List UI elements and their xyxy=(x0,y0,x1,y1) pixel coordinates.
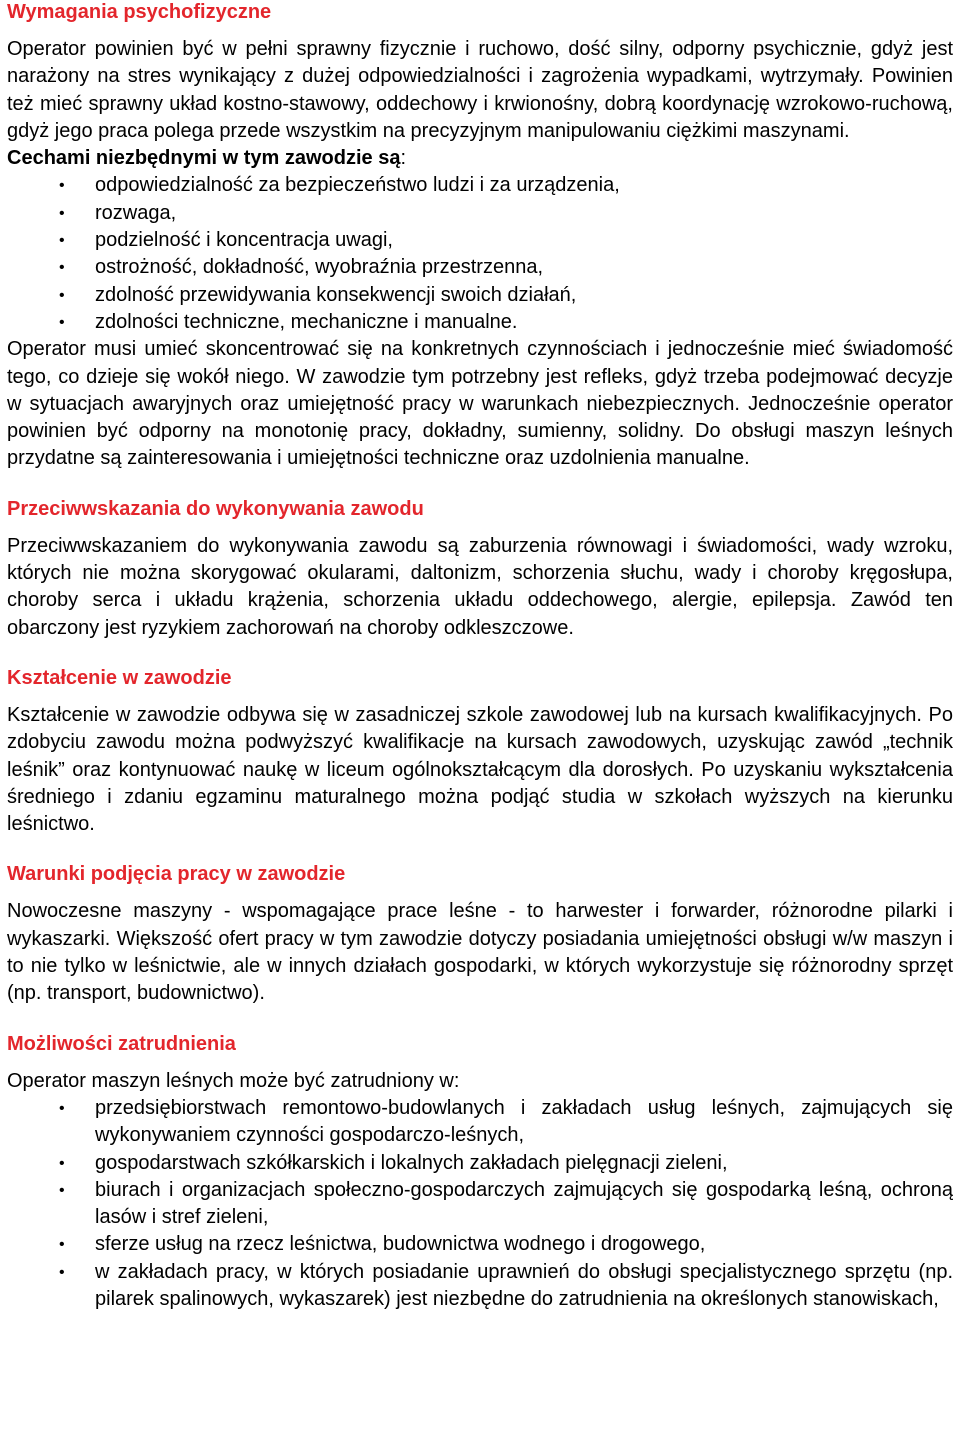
list-item xyxy=(7,172,953,199)
list-item xyxy=(7,254,953,281)
bullet-icon: • xyxy=(59,204,65,222)
list-item xyxy=(7,1095,953,1150)
list-item-text: ostrożność, dokładność, wyobraźnia przestrzenna, xyxy=(95,256,544,279)
bullet-icon: • xyxy=(59,286,65,304)
paragraph-ksztalcenie: Kształcenie w zawodzie odbywa się w zasadniczej szkole zawodowej lub na kursach kwalifikacyjnych. Po zdobyciu zawodu można podwyższyć kwalifikacje na kursach zawodowych, uzyskując zawód „technik leśnik” oraz kontynuować naukę w liceum ogólnokształcącym dla dorosłych. Po uzyskaniu wykształcenia średniego i zdaniu egzaminu maturalnego można podjąć studia w szkołach wyższych na kierunku leśnictwo. xyxy=(7,703,953,836)
list-item-text: zdolność przewidywania konsekwencji swoich działań, xyxy=(95,283,577,306)
paragraph-wymagania-2: Operator musi umieć skoncentrować się na konkretnych czynnościach i jednocześnie mieć świadomość tego, co dzieje się wokół niego. W zawodzie tym potrzebny jest refleks, gdyż trzeba podejmować decyzje w sytuacjach awaryjnych oraz umiejętność pracy w warunkach niebezpiecznych. Jednocześnie operator powinien być odporny na monotonię pracy, dokładny, sumienny, solidny. Do obsługi maszyn leśnych przydatne są zainteresowania i umiejętności techniczne oraz uzdolnienia manualne. xyxy=(7,338,953,470)
heading-warunki: Warunki podjęcia pracy w zawodzie xyxy=(7,863,346,886)
list-item xyxy=(7,309,953,336)
paragraph-wymagania-1: Operator powinien być w pełni sprawny fizycznie i ruchowo, dość silny, odporny psychicznie, gdyż jest narażony na stres wynikający z dużej odpowiedzialności i zagrożenia wypadkami, wytrzymały. Powinien też mieć sprawny układ kostno-stawowy, oddechowy i krwionośny, dobrą koordynację wzrokowo-ruchową, gdyż jego praca polega przede wszystkim na precyzyjnym manipulowaniu ciężkimi maszynami. xyxy=(7,38,953,142)
bullet-icon: • xyxy=(59,259,65,277)
list-item-text: rozwaga, xyxy=(95,201,177,224)
list-item-text: sferze usług na rzecz leśnictwa, budownictwa wodnego i drogowego, xyxy=(95,1233,706,1256)
list-item xyxy=(7,1231,953,1258)
list-item xyxy=(7,282,953,309)
list-item xyxy=(7,1177,953,1232)
paragraph-przeciwwskazania: Przeciwwskazaniem do wykonywania zawodu są zaburzenia równowagi i świadomości, wady wzroku, których nie można skorygować okularami, daltonizm, schorzenia słuchu, wady i choroby kręgosłupa, choroby serca i układu krążenia, schorzenia układu oddechowego, alergie, epilepsja. Zawód ten obarczony jest ryzykiem zachorowań na choroby odkleszczowe. xyxy=(7,534,953,639)
list-item xyxy=(7,227,953,254)
paragraph-zatrudnienie-lead: Operator maszyn leśnych może być zatrudniony w: xyxy=(7,1069,460,1092)
heading-wymagania: Wymagania psychofizyczne xyxy=(7,1,272,23)
list-item-text: biurach i organizacjach społeczno-gospodarczych zajmujących się gospodarką leśną, ochroną lasów i stref zieleni, xyxy=(95,1178,953,1229)
bullet-icon: • xyxy=(59,1154,65,1172)
heading-zatrudnienie: Możliwości zatrudnienia xyxy=(7,1032,236,1055)
cechy-lead-text: Cechami niezbędnymi w tym zawodzie są xyxy=(7,147,401,170)
list-item-text: odpowiedzialność za bezpieczeństwo ludzi i za urządzenia, xyxy=(95,174,620,197)
list-item xyxy=(7,1150,953,1177)
list-item-text: gospodarstwach szkółkarskich i lokalnych zakładach pielęgnacji zieleni, xyxy=(95,1151,728,1174)
heading-ksztalcenie: Kształcenie w zawodzie xyxy=(7,666,232,689)
list-item xyxy=(7,200,953,227)
bullet-icon: • xyxy=(59,177,65,195)
list-item-text: przedsiębiorstwach remontowo-budowlanych i zakładach usług leśnych, zajmujących się wykonywaniem czynności gospodarczo-leśnych, xyxy=(95,1096,953,1147)
bullet-icon: • xyxy=(59,1236,65,1254)
heading-przeciwwskazania: Przeciwwskazania do wykonywania zawodu xyxy=(7,497,424,520)
bullet-icon: • xyxy=(59,313,65,331)
cechy-list xyxy=(7,172,953,336)
bullet-icon: • xyxy=(59,1181,65,1199)
list-item-text: zdolności techniczne, mechaniczne i manualne. xyxy=(95,310,518,333)
paragraph-cechy-lead xyxy=(7,145,953,172)
zatrudnienie-list xyxy=(7,1095,953,1313)
bullet-icon: • xyxy=(59,1263,65,1281)
paragraph-warunki: Nowoczesne maszyny - wspomagające prace leśne - to harwester i forwarder, różnorodne pilarki i wykaszarki. Większość ofert pracy w tym zawodzie dotyczy posiadania umiejętności obsługi w/w maszyn i to nie tylko w leśnictwie, ale w innych działach gospodarki, w których wykorzystuje się różnorodny sprzęt (np. transport, budownictwo). xyxy=(7,900,953,1005)
cechy-lead-colon: : xyxy=(400,147,407,170)
bullet-icon: • xyxy=(59,232,65,250)
list-item-text: podzielność i koncentracja uwagi, xyxy=(95,229,393,252)
list-item xyxy=(7,1259,953,1314)
bullet-icon: • xyxy=(59,1099,65,1117)
list-item-text: w zakładach pracy, w których posiadanie uprawnień do obsługi specjalistycznego sprzętu (np. pilarek spalinowych, wykaszarek) jest niezbędne do zatrudnienia na określonych stanowiskach, xyxy=(95,1260,953,1310)
